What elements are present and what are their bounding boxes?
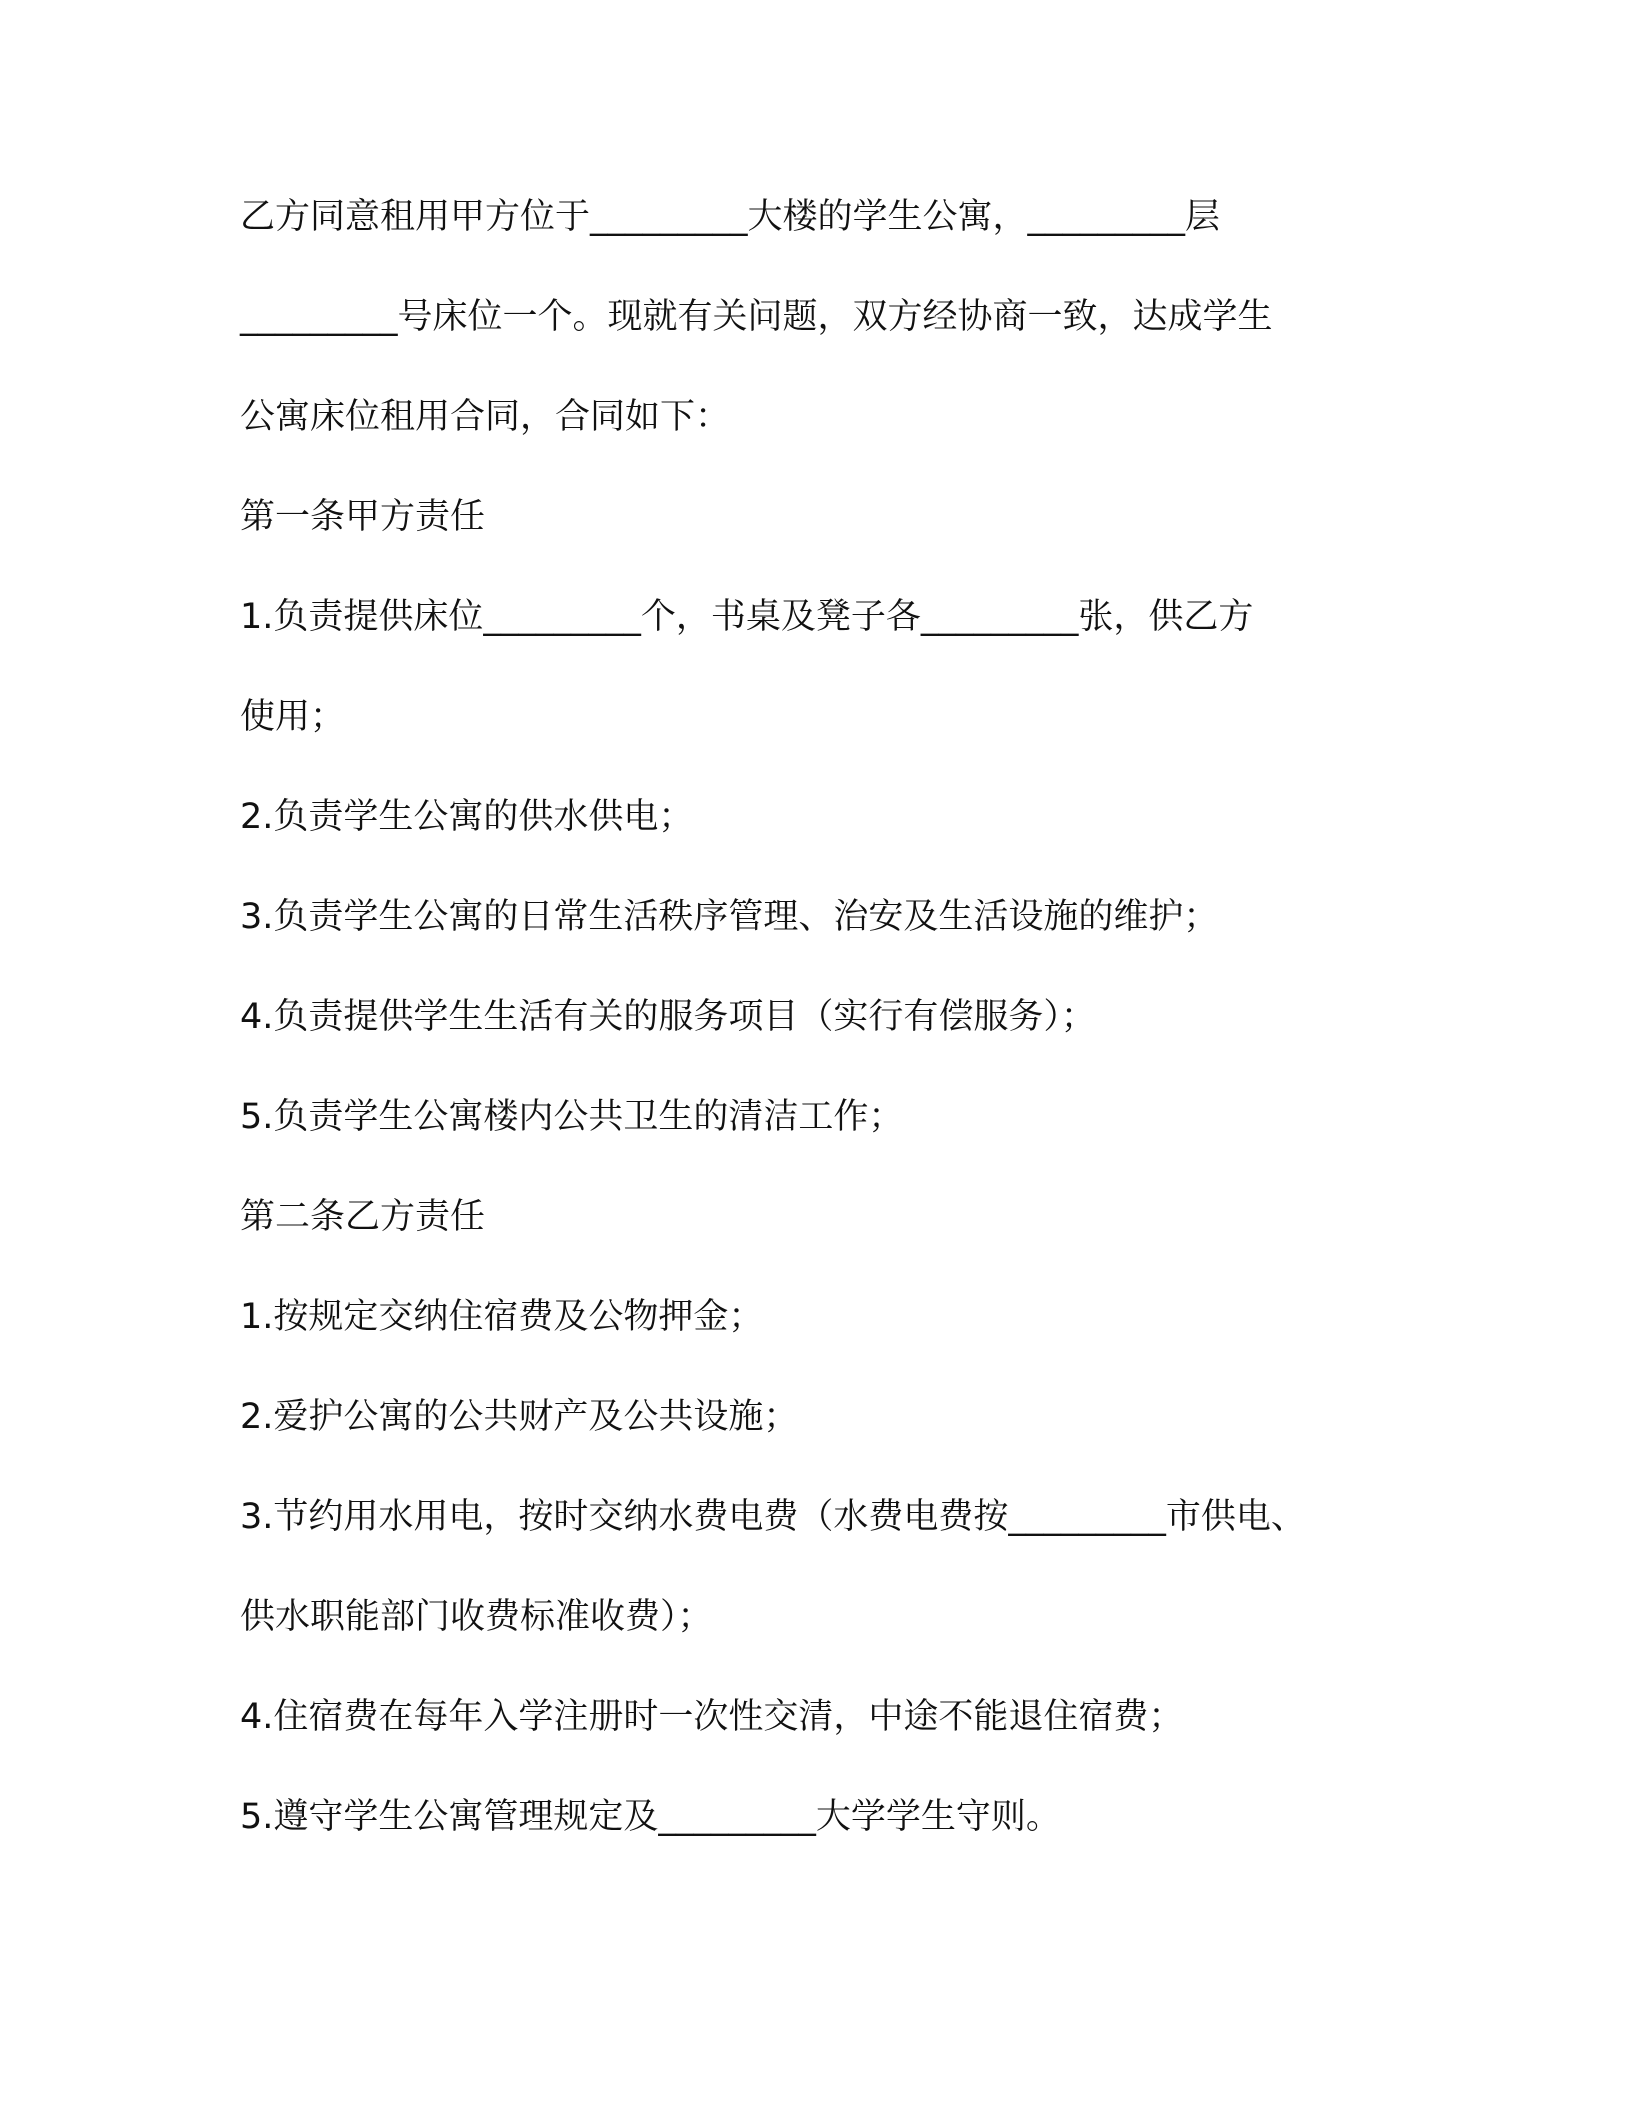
clause-b1: 1.按规定交纳住宿费及公物押金； [240,1297,764,1337]
clause-b3-line-1: 3.节约用水用电，按时交纳水费电费（水费电费按_________市供电、 [240,1497,1306,1537]
clause-a1-line-1: 1.负责提供床位_________个，书桌及凳子各_________张，供乙方 [240,597,1254,637]
paragraph-intro-line-3: 公寓床位租用合同，合同如下： [240,397,731,437]
clause-a1-line-2: 使用； [240,697,346,737]
paragraph-intro-line-2: _________号床位一个。现就有关问题，双方经协商一致，达成学生 [240,297,1273,337]
clause-b5: 5.遵守学生公寓管理规定及_________大学学生守则。 [240,1797,1061,1837]
paragraph-intro-line-1: 乙方同意租用甲方位于_________大楼的学生公寓，_________层 [240,197,1221,237]
clause-a4: 4.负责提供学生生活有关的服务项目（实行有偿服务）； [240,997,1096,1037]
clause-b4: 4.住宿费在每年入学注册时一次性交清，中途不能退住宿费； [240,1697,1184,1737]
clause-a5: 5.负责学生公寓楼内公共卫生的清洁工作； [240,1097,904,1137]
clause-b3-line-2: 供水职能部门收费标准收费）； [240,1597,713,1637]
clause-a2: 2.负责学生公寓的供水供电； [240,797,694,837]
clause-b2: 2.爱护公寓的公共财产及公共设施； [240,1397,799,1437]
section-heading-party-b: 第二条乙方责任 [240,1197,486,1237]
section-heading-party-a: 第一条甲方责任 [240,497,486,537]
clause-a3: 3.负责学生公寓的日常生活秩序管理、治安及生活设施的维护； [240,897,1219,937]
